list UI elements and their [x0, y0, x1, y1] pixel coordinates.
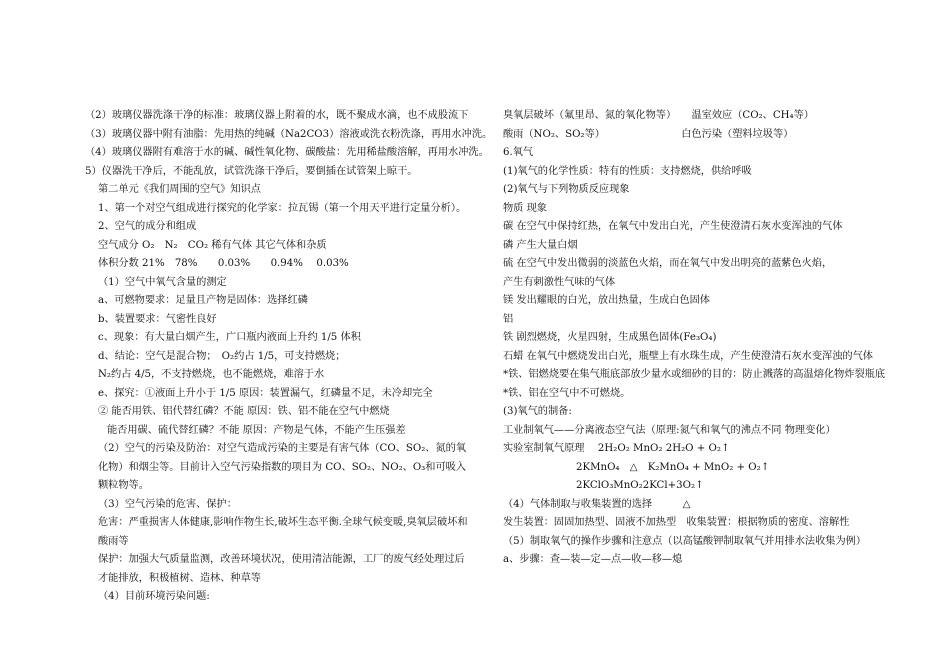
text-line: （4）目前环境污染问题: — [98, 591, 210, 602]
text-line: a、步骤：查—装—定—点—收—移—熄 — [503, 554, 683, 565]
text-line: （1）空气中氧气含量的测定 — [98, 276, 227, 288]
text-line: 硫 在空气中发出微弱的淡蓝色火焰，而在氧气中发出明亮的蓝紫色火焰， — [503, 258, 833, 269]
text-line: （4）玻璃仪器附有难溶于水的碱、碱性氧化物、碳酸盐：先用稀盐酸溶解，再用水冲洗。 — [85, 147, 489, 158]
text-line: （3）空气污染的危害、保护： — [98, 498, 237, 510]
text-line: c、现象：有大量白烟产生，广口瓶内液面上升约 1/5 体积 — [98, 332, 361, 343]
text-line: 保护：加强大气质量监测，改善环境状况，使用清洁能源，工厂的废气经处理过后才能排放，积极植树、造林、种草等 — [98, 554, 465, 584]
text-line: 产生有刺激性气味的气体 — [503, 276, 616, 288]
text-line: a、可燃物要求：足量且产物是固体：选择红磷 — [98, 295, 308, 306]
text-line: （5）制取氧气的操作步骤和注意点（以高锰酸钾制取氧气并用排水法收集为例） — [503, 535, 867, 547]
text-line: 体积分数 21% 78% 0.03% 0.94% 0.03% — [98, 258, 349, 269]
text-line: 铁 剧烈燃烧，火星四射，生成黑色固体(Fe₃O₄) — [503, 332, 717, 343]
text-line: （2）空气的污染及防治：对空气造成污染的主要是有害气体（CO、SO₂、氮的氧化物）和烟尘等。目前计入空气污染指数的项目为 CO、SO₂、NO₂、O₃和可吸入颗粒物等。 — [98, 443, 467, 491]
text-line: 能否用碳、硫代替红磷？不能 原因：产物是气体，不能产生压强差 — [107, 424, 406, 436]
text-line: 空气成分 O₂ N₂ CO₂ 稀有气体 其它气体和杂质 — [98, 239, 327, 251]
text-line: 工业制氧气——分离液态空气法（原理:氮气和氧气的沸点不同 物理变化） — [503, 424, 836, 436]
text-line: 实验室制氧气原理 2H₂O₂ MnO₂ 2H₂O + O₂↑ — [503, 443, 730, 454]
text-line: 铝 — [503, 313, 514, 325]
text-line: (1)氧气的化学性质：特有的性质：支持燃烧，供给呼吸 — [503, 165, 752, 177]
text-line: 2KMnO₄ △ K₂MnO₄ + MnO₂ + O₂↑ — [576, 461, 770, 473]
left-column — [85, 107, 493, 607]
text-line: （2）玻璃仪器洗涤干净的标准：玻璃仪器上附着的水，既不聚成水滴，也不成股流下 — [85, 110, 469, 121]
text-line: 碳 在空气中保持红热，在氧气中发出白光，产生使澄清石灰水变浑浊的气体 — [503, 221, 843, 232]
text-line: e、探究：①液面上升小于 1/5 原因：装置漏气，红磷量不足，未冷却完全 — [98, 387, 433, 399]
text-line: *铁、铝燃烧要在集气瓶底部放少量水或细砂的目的：防止溅落的高温熔化物炸裂瓶底 — [503, 369, 886, 380]
text-line: 危害：严重损害人体健康,影响作物生长,破坏生态平衡.全球气候变暖,臭氧层破坏和酸雨等 — [98, 517, 468, 547]
text-line: b、装置要求：气密性良好 — [98, 313, 217, 325]
text-line: （4）气体制取与收集装置的选择 △ — [503, 498, 691, 510]
text-line: （3）玻璃仪器中附有油脂：先用热的纯碱（Na2CO3）溶液或洗衣粉洗涤，再用水冲洗。 — [85, 128, 493, 140]
right-column — [503, 107, 895, 570]
text-line: 物质 现象 — [503, 202, 547, 214]
text-line: 磷 产生大量白烟 — [503, 239, 578, 251]
text-line: 酸雨（NO₂、SO₂等） 白色污染（塑料垃圾等） — [503, 128, 794, 140]
text-line: *铁、铝在空气中不可燃烧。 — [503, 387, 631, 399]
text-line: (3)氧气的制备: — [503, 406, 572, 417]
text-line: (2)氧气与下列物质反应现象 — [503, 184, 630, 195]
text-line: 第二单元《我们周围的空气》知识点 — [98, 184, 261, 195]
text-line: 镁 发出耀眼的白光，放出热量，生成白色固体 — [503, 295, 710, 306]
text-line: 2、空气的成分和组成 — [98, 221, 197, 232]
text-line: 1、第一个对空气组成进行探究的化学家：拉瓦锡（第一个用天平进行定量分析）。 — [98, 202, 467, 214]
text-line: 发生装置：固固加热型、固液不加热型 收集装置：根据物质的密度、溶解性 — [503, 517, 850, 528]
text-line: ② 能否用铁、铝代替红磷？不能 原因：铁、铝不能在空气中燃烧 — [98, 406, 390, 417]
text-line: 2KClO₃MnO₂2KCl+3O₂↑ — [576, 480, 704, 491]
text-line: 6.氧气 — [503, 147, 534, 158]
text-line: 石蜡 在氧气中燃烧发出白光，瓶壁上有水珠生成，产生使澄清石灰水变浑浊的气体 — [503, 350, 873, 362]
text-line: 臭氧层破坏（氟里昂、氮的氧化物等） 温室效应（CO₂、CH₄等） — [503, 110, 814, 121]
text-line: d、结论：空气是混合物； O₂约占 1/5，可支持燃烧； — [98, 350, 346, 362]
text-line: 5）仪器洗干净后，不能乱放，试管洗涤干净后，要倒插在试管架上晾干。 — [85, 165, 418, 177]
text-line: N₂约占 4/5，不支持燃烧，也不能燃烧，难溶于水 — [98, 369, 325, 380]
